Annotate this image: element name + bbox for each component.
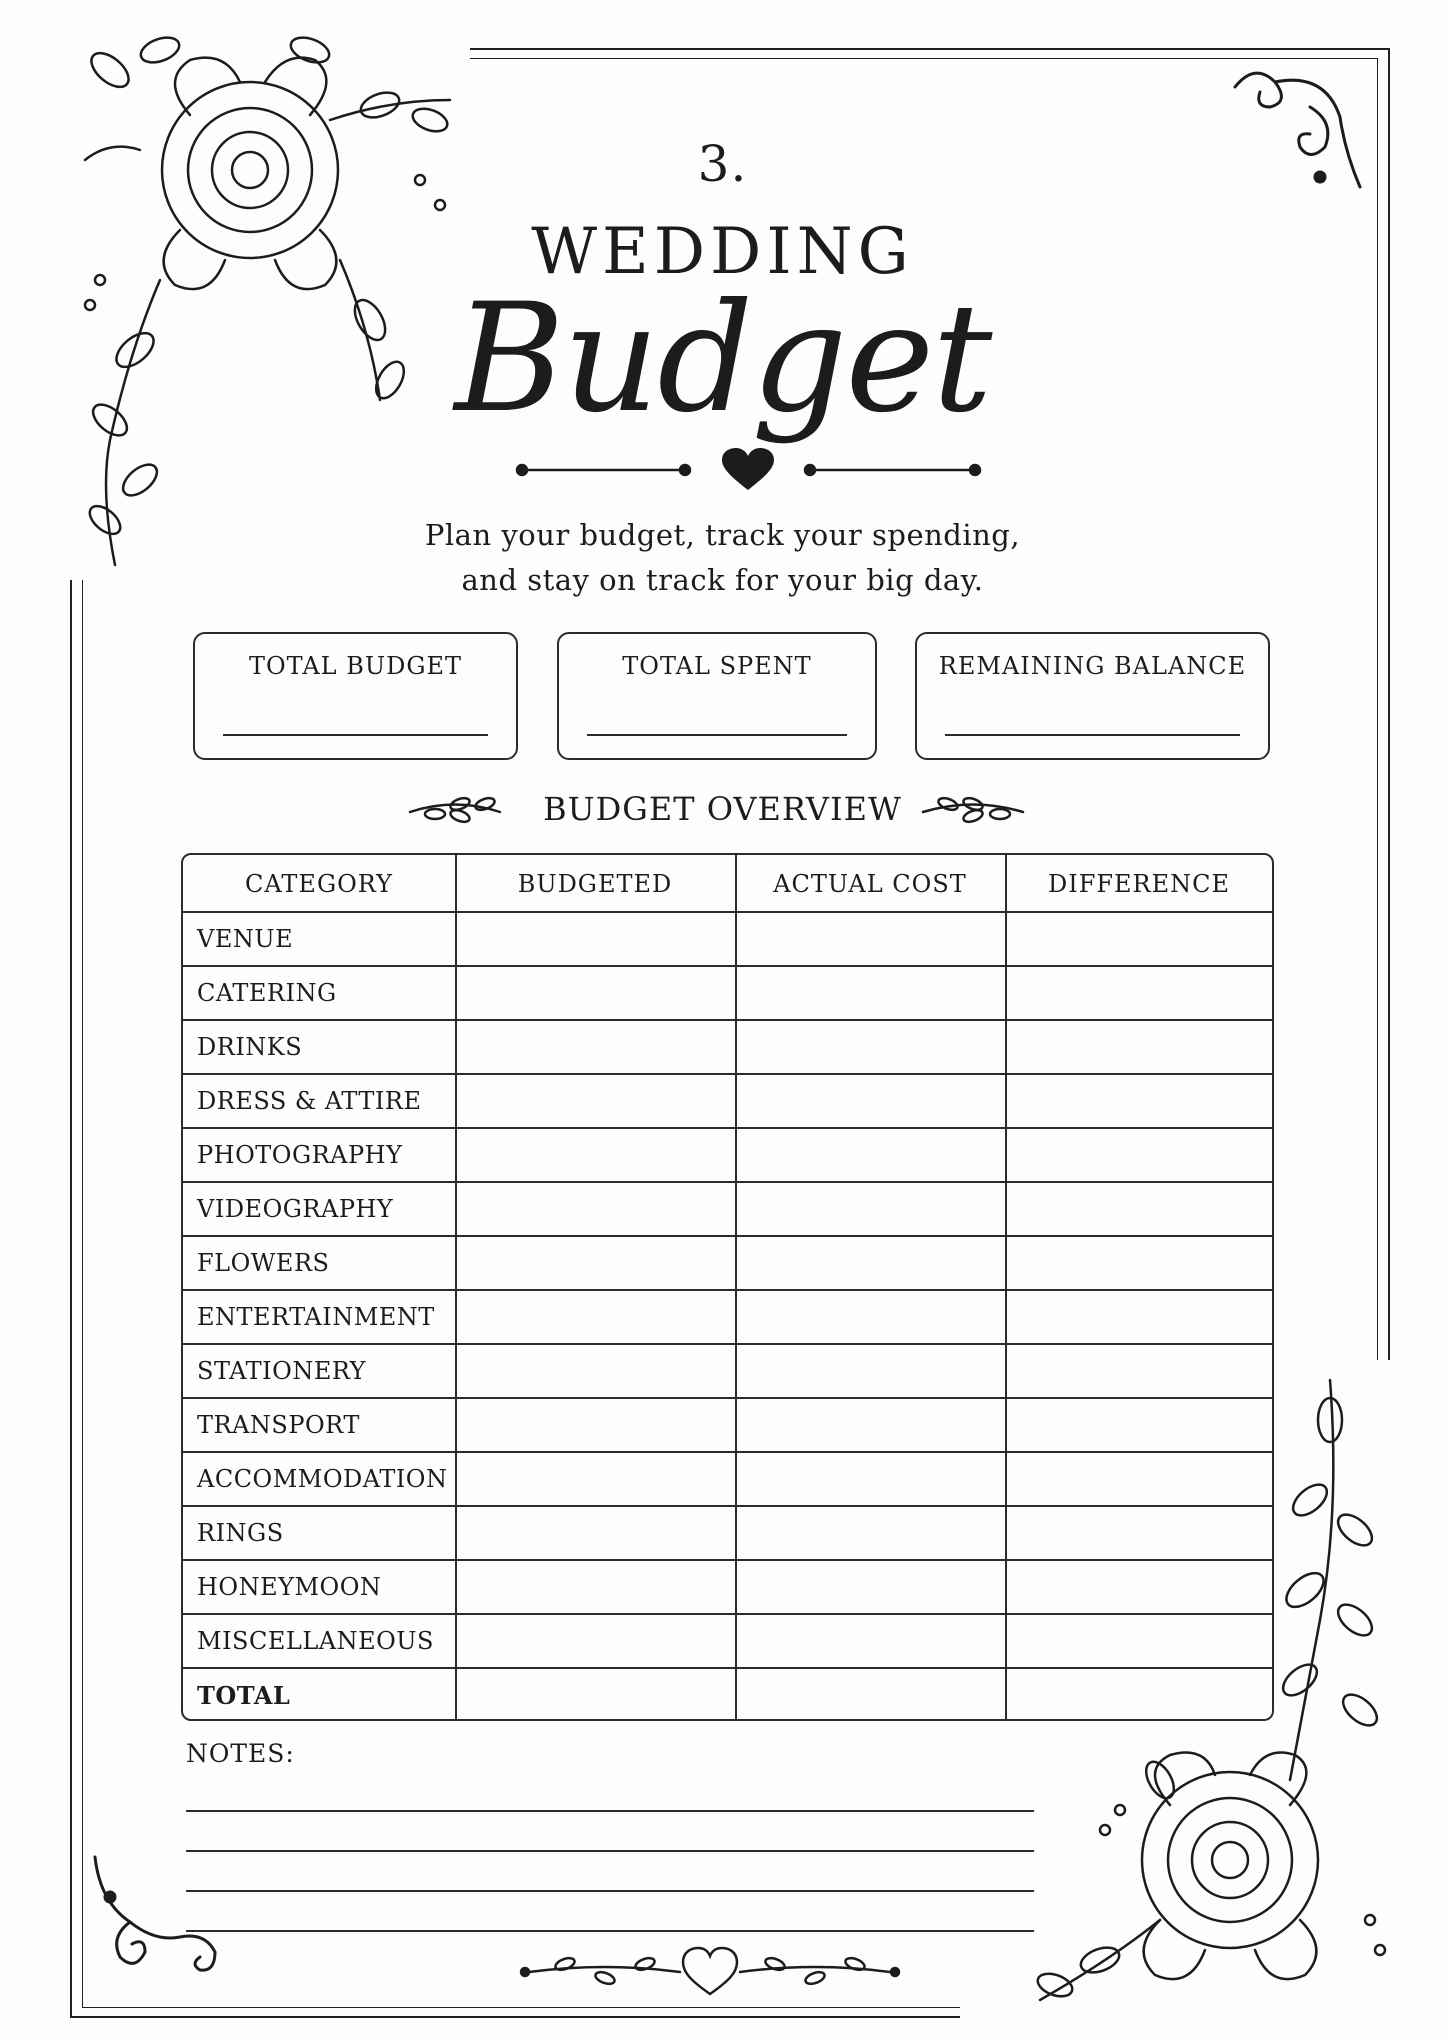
heart-outline-icon <box>683 1948 737 1994</box>
column-divider <box>1005 855 1007 1719</box>
row-divider <box>183 1289 1272 1291</box>
column-header-difference: DIFFERENCE <box>1047 870 1231 898</box>
leaf-sprig-right-icon <box>918 792 1028 832</box>
header-divider <box>183 911 1272 913</box>
row-label-total: TOTAL <box>197 1681 291 1710</box>
column-header-budgeted: BUDGETED <box>517 870 673 898</box>
bottom-heart-ornament <box>515 1942 905 2002</box>
row-label-drinks: DRINKS <box>197 1033 303 1061</box>
row-divider <box>183 1127 1272 1129</box>
column-divider <box>455 855 457 1719</box>
title-wedding: WEDDING <box>531 215 914 289</box>
total-budget-label: TOTAL BUDGET <box>248 652 463 680</box>
total-budget-field[interactable] <box>223 734 488 736</box>
remaining-balance-box <box>915 632 1270 760</box>
row-divider <box>183 1397 1272 1399</box>
remaining-balance-field[interactable] <box>945 734 1240 736</box>
total-spent-label: TOTAL SPENT <box>622 652 812 680</box>
budget-overview-title: BUDGET OVERVIEW <box>543 790 902 828</box>
subtitle <box>0 513 1445 603</box>
row-divider <box>183 1019 1272 1021</box>
column-header-actual-cost: ACTUAL COST <box>773 870 967 898</box>
row-label-flowers: FLOWERS <box>197 1249 330 1277</box>
row-divider <box>183 1613 1272 1615</box>
row-divider <box>183 1181 1272 1183</box>
row-divider <box>183 1667 1272 1669</box>
row-divider <box>183 1451 1272 1453</box>
budget-table <box>181 853 1274 1721</box>
notes-line[interactable] <box>186 1890 1034 1892</box>
subtitle-line-1: Plan your budget, track your spending, <box>424 518 1021 552</box>
row-label-dress-attire: DRESS & ATTIRE <box>197 1087 422 1115</box>
row-divider <box>183 1235 1272 1237</box>
total-spent-field[interactable] <box>587 734 847 736</box>
row-divider <box>183 1559 1272 1561</box>
title-budget: Budget <box>454 272 991 446</box>
row-label-accommodation: ACCOMMODATION <box>197 1465 448 1493</box>
heart-icon <box>722 448 774 490</box>
total-spent-box <box>557 632 877 760</box>
total-budget-box <box>193 632 518 760</box>
row-divider <box>183 965 1272 967</box>
page-number: 3. <box>697 135 748 193</box>
row-label-honeymoon: HONEYMOON <box>197 1573 382 1601</box>
row-label-entertainment: ENTERTAINMENT <box>197 1303 435 1331</box>
row-divider <box>183 1505 1272 1507</box>
row-label-stationery: STATIONERY <box>197 1357 367 1385</box>
subtitle-line-2: and stay on track for your big day. <box>461 563 984 597</box>
notes-line[interactable] <box>186 1930 1034 1932</box>
notes-label: NOTES: <box>186 1739 295 1768</box>
flourish-bottom-left-icon <box>90 1852 230 1992</box>
row-label-photography: PHOTOGRAPHY <box>197 1141 403 1169</box>
remaining-balance-label: REMAINING BALANCE <box>938 652 1247 680</box>
row-divider <box>183 1073 1272 1075</box>
notes-line[interactable] <box>186 1810 1034 1812</box>
row-label-videography: VIDEOGRAPHY <box>197 1195 394 1223</box>
heart-divider <box>510 448 990 498</box>
notes-line[interactable] <box>186 1850 1034 1852</box>
row-label-venue: VENUE <box>197 925 294 953</box>
column-header-category: CATEGORY <box>245 870 393 898</box>
row-label-miscellaneous: MISCELLANEOUS <box>197 1627 434 1655</box>
row-label-catering: CATERING <box>197 979 337 1007</box>
column-divider <box>735 855 737 1719</box>
row-label-rings: RINGS <box>197 1519 284 1547</box>
row-label-transport: TRANSPORT <box>197 1411 360 1439</box>
row-divider <box>183 1343 1272 1345</box>
